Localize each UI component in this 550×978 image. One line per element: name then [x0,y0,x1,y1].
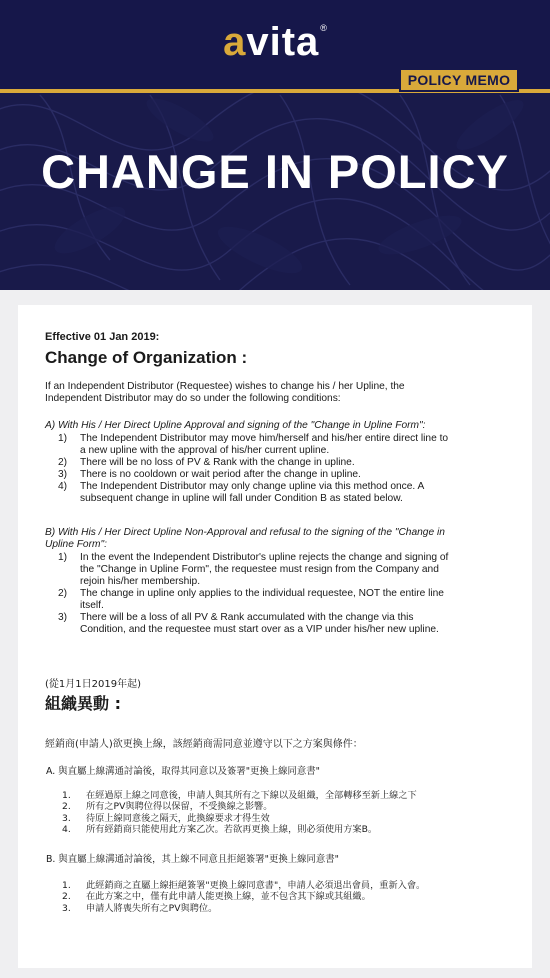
list-item [62,824,417,835]
registered-mark: ® [320,23,328,33]
item-text: 所有經銷商只能使用此方案乙次。若欲再更換上線，則必須使用方案B。 [86,823,378,835]
item-number: 2. [62,801,71,813]
item-text: itself. [80,600,104,611]
section-a-list [58,433,508,505]
item-number: 2) [58,457,68,468]
chinese-section-a-title: A. 與直屬上線溝通討論後，取得其同意以及簽署"更換上線同意書" [46,766,320,777]
page-title: CHANGE IN POLICY [41,145,509,198]
item-text: 在經過原上線之同意後，申請人與其所有之下線以及組織，全部轉移至新上線之下 [86,790,417,801]
list-item [58,612,508,636]
intro-line: If an Independent Distributor (Requestee) wishes to change his / her Upline, the [45,381,405,392]
item-text: There is no cooldown or wait period after the change in upline. [80,469,361,480]
item-text: The Independent Distributor may move him/herself and his/her entire direct line to [80,433,449,444]
item-number: 4. [62,823,71,835]
item-number: 3) [58,612,68,623]
chinese-effective-date: (從1月1日2019年起) [45,679,141,690]
item-number: 1. [62,790,71,801]
policy-memo-badge: POLICY MEMO [399,68,519,92]
list-item [58,457,508,469]
chinese-section-a-list [62,790,417,835]
item-text: There will be no loss of PV & Rank with the change in upline. [80,457,355,468]
item-number: 1) [58,552,68,563]
item-number: 3) [58,469,68,480]
item-text: 申請人將喪失所有之PV與聘位。 [86,902,218,914]
item-text: There will be a loss of all PV & Rank accumulated with the change via this [80,612,414,623]
chinese-intro: 經銷商(申請人)欲更換上線，該經銷商需同意並遵守以下之方案與條件： [45,739,363,750]
chinese-section-b-title: B. 與直屬上線溝通討論後，其上線不同意且拒絕簽署"更換上線同意書" [46,854,339,865]
item-number: 3. [62,902,71,914]
logo-letter-a: a [223,20,247,64]
section-b-title-line: Upline Form": [45,539,107,550]
item-text: Condition, and the requestee must start over as a VIP under his/her new upline. [80,624,439,635]
list-item [62,903,425,914]
chinese-section-b-list [62,880,425,914]
section-b-title-line: B) With His / Her Direct Upline Non-Approval and refusal to the signing of the "Change in [45,527,445,538]
item-text: rejoin his/her membership. [80,576,201,587]
chinese-heading: 組織異動 : [45,694,121,713]
logo-text: vita [246,20,320,64]
list-item [62,813,417,824]
list-item [58,588,508,612]
list-item [58,552,508,588]
section-b-title [45,527,445,551]
item-text: 所有之PV與聘位得以保留，不受換線之影響。 [86,801,273,813]
intro-line: Independent Distributor may do so under the following conditions: [45,393,341,404]
effective-date: Effective 01 Jan 2019: [45,331,160,343]
item-text: The Independent Distributor may only change upline via this method once. A [80,481,425,492]
list-item [62,880,425,891]
item-number: 2. [62,891,71,903]
english-intro [45,381,405,405]
item-number: 1) [58,433,68,444]
header-banner [0,0,550,290]
avita-logo [0,22,550,62]
list-item [62,790,417,801]
item-text: subsequent change in upline will fall under Condition B as stated below. [80,493,403,504]
list-item [62,891,425,902]
item-text: 在此方案之中，僅有此申請人能更換上線，並不包含其下線或其組織。 [86,891,371,903]
item-number: 4) [58,481,68,492]
list-item [58,481,508,505]
item-number: 2) [58,588,68,599]
item-text: 待原上線同意後之隔天，此換線要求才得生效 [86,812,270,824]
list-item [62,801,417,812]
item-text: 此經銷商之直屬上線拒絕簽署"更換上線同意書"，申請人必須退出會員，重新入會。 [86,880,426,891]
item-text: The change in upline only applies to the individual requestee, NOT the entire line [80,588,444,599]
item-text: the "Change in Upline Form", the requestee must resign from the Company and [80,564,439,575]
item-number: 3. [62,812,71,824]
item-text: a new upline with the approval of his/her current upline. [80,445,330,456]
section-b-list [58,552,508,636]
list-item [58,433,508,457]
english-heading: Change of Organization : [45,348,248,367]
section-a-title: A) With His / Her Direct Upline Approval and signing of the "Change in Upline Form": [45,420,426,431]
item-number: 1. [62,880,71,891]
list-item [58,469,508,481]
item-text: In the event the Independent Distributor's upline rejects the change and signing of [80,552,449,563]
